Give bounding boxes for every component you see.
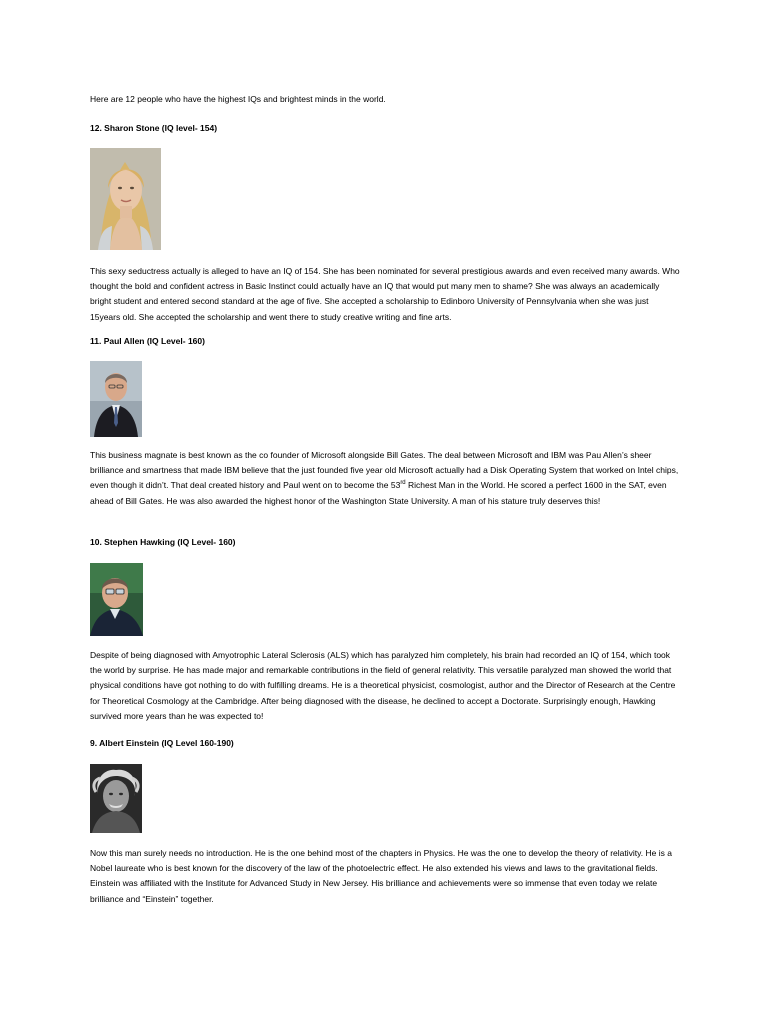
entry-heading-sharon-stone: 12. Sharon Stone (IQ level- 154) bbox=[90, 123, 218, 133]
entry-heading-paul-allen: 11. Paul Allen (IQ Level- 160) bbox=[90, 336, 205, 346]
entry-heading-stephen-hawking: 10. Stephen Hawking (IQ Level- 160) bbox=[90, 537, 236, 547]
entry-paragraph-paul-allen-part1: This business magnate is best known as the co founder of Microsoft alongside Bill Gates. The deal between Microsoft and IBM was Pau Allen’s sheer brilliance and smartness that made IBM believe that the just founded five year old Microsoft actually had a Disk Operating System that worked on Intel chips, even though it didn’t. That deal created history and Paul went on to become the 53 bbox=[90, 450, 679, 491]
entry-paragraph-paul-allen-part2: Richest Man in the World. He scored a perfect 1600 in the SAT, even ahead of Bill Gates. He was also awarded the highest honor of the Washington State University. A man of his stature truly deserves this! bbox=[90, 480, 667, 506]
paul-allen-photo bbox=[90, 361, 142, 437]
entry-paragraph-sharon-stone: This sexy seductress actually is alleged to have an IQ of 154. She has been nominated for several prestigious awards and even received many awards. Who thought the bold and confident actress in Basic Instinct could actually have an IQ that would put many men to shame? She was always an academically bright student and entered second standard at the age of five. She accepted a scholarship to Edinboro University of Pennsylvania when she was just 15years old. She accepted the scholarship and went there to study creative writing and fine arts. bbox=[90, 266, 680, 322]
intro-text: Here are 12 people who have the highest IQs and brightest minds in the world. bbox=[90, 94, 386, 104]
albert-einstein-photo bbox=[90, 764, 142, 833]
sharon-stone-photo bbox=[90, 148, 161, 250]
entry-heading-albert-einstein: 9. Albert Einstein (IQ Level 160-190) bbox=[90, 738, 234, 748]
entry-paragraph-stephen-hawking: Despite of being diagnosed with Amyotrophic Lateral Sclerosis (ALS) which has paralyzed him completely, his brain had recorded an IQ of 154, which took the world by surprise. He has made major and remarkable contributions in the field of general relativity. This versatile paralyzed man showed the world that physical conditions have got nothing to do with fulfilling dreams. He is a theoretical physicist, cosmologist, author and the Director of Research at the Centre for Theoretical Cosmology at the Cambridge. After being diagnosed with the disease, he declined to accept a Doctorate. Surprisingly enough, Hawking survived more years than he was expected to! bbox=[90, 650, 676, 721]
stephen-hawking-photo bbox=[90, 563, 143, 636]
entry-paragraph-paul-allen bbox=[90, 448, 680, 509]
ordinal-suffix: rd bbox=[400, 480, 406, 487]
entry-paragraph-albert-einstein: Now this man surely needs no introduction. He is the one behind most of the chapters in Physics. He was the one to develop the theory of relativity. He is a Nobel laureate who is best known for the discovery of the law of the photoelectric effect. He also extended his views and laws to the gravitational fields. Einstein was affiliated with the Institute for Advanced Study in New Jersey. His brilliance and achievements were so immense that even today we relate brilliance and “Einstein” together. bbox=[90, 848, 672, 904]
